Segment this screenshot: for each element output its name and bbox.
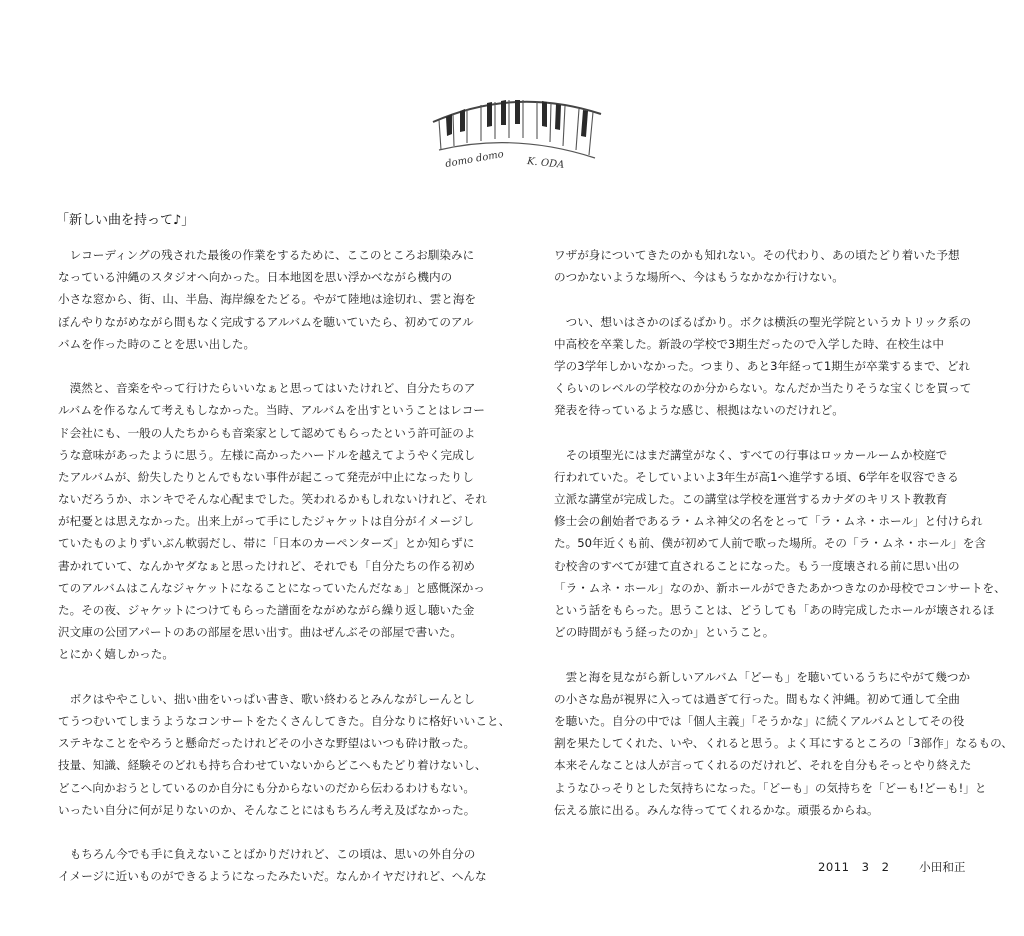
logo-text-left: domo domo [444, 148, 505, 171]
text-line: どこへ向かおうとしているのか自分にも分からないのだから伝わるわけもない。 [58, 780, 475, 795]
text-line: 伝える旅に出る。みんな待っててくれるかな。頑張るからね。 [554, 802, 879, 817]
text-line: 発表を待っているような感じ、根拠はないのだけれど。 [554, 403, 844, 418]
text-line: どの時間がもう経ったのか」ということ。 [554, 625, 775, 640]
text-line: レコーディングの残された最後の作業をするために、ここのところお馴染みに [58, 248, 475, 262]
text-line: つい、想いはさかのぼるばかり。ボクは横浜の聖光学院というカトリック系の [554, 314, 971, 329]
text-line: の小さな島が視界に入っては過ぎて行った。間もなく沖縄。初めて通して全曲 [554, 691, 960, 706]
text-line: 技量、知識、経験そのどれも持ち合わせていないからどこへもたどり着けないし、 [58, 758, 487, 773]
text-line: 雲と海を見ながら新しいアルバム「どーも」を聴いているうちにやがて幾つか [554, 669, 971, 684]
text-line: ルバムを作るなんて考えもしなかった。当時、アルバムを出すということはレコー [58, 403, 485, 418]
text-line: くらいのレベルの学校なのか分からない。なんだか当たりそうな宝くじを買って [554, 381, 972, 396]
paragraph [58, 843, 487, 887]
text-line: その頃聖光にはまだ講堂がなく、すべての行事はロッカールームか校庭で [554, 447, 948, 462]
text-line: た。その夜、ジャケットにつけてもらった譜面をながめながら繰り返し聴いた金 [58, 603, 475, 617]
paragraph [554, 444, 1006, 644]
text-line: ボクはややこしい、拙い曲をいっぱい書き、歌い終わるとみんながしーんとし [58, 691, 475, 706]
text-line: を聴いた。自分の中では「個人主義」「そうかな」に続くアルバムとしてその役 [554, 713, 965, 728]
signature-author: 小田和正 [919, 860, 966, 874]
text-line: 漠然と、音楽をやって行けたらいいなぁと思ってはいたけれど、自分たちのア [58, 381, 476, 396]
text-line: のつかないような場所へ、今はもうなかなか行けない。 [554, 270, 844, 285]
text-line: もちろん今でも手に負えないことばかりだけれど、この頃は、思いの外自分の [58, 847, 476, 862]
text-line: ぼんやりながめながら間もなく完成するアルバムを聴いていたら、初めてのアル [58, 314, 474, 329]
signature-date: 2011 3 2 [818, 860, 890, 874]
piano-keys-logo [425, 92, 611, 180]
paragraph [554, 244, 974, 288]
paragraph [554, 666, 1013, 821]
text-line: とにかく嬉しかった。 [58, 647, 174, 662]
text-line: 書かれていて、なんかヤダなぁと思ったけれど、それでも「自分たちの作る初め [58, 558, 476, 573]
text-line: バムを作った時のことを思い出した。 [58, 336, 256, 351]
text-line: 小さな窓から、街、山、半島、海岸線をたどる。やがて陸地は途切れ、雲と海を [58, 292, 477, 307]
text-line: たアルバムが、紛失したりとんでもない事件が起こって発売が中止になったりし [58, 469, 474, 484]
text-line: ないだろうか、ホンキでそんな心配までした。笑われるかもしれないけれど、それ [58, 492, 487, 507]
text-line: 学の3学年しかいなかった。つまり、あと3年経って1期生が卒業するまで、どれ [554, 358, 971, 373]
essay-title: 「新しい曲を持って♪」 [56, 213, 195, 228]
text-line: という話をもらった。思うことは、どうしても「あの時完成したホールが壊されるほ [554, 603, 995, 617]
text-line: なっている沖縄のスタジオへ向かった。日本地図を思い浮かべながら機内の [58, 270, 453, 285]
text-line: 立派な講堂が完成した。この講堂は学校を運営するカナダのキリスト教教育 [554, 492, 948, 507]
text-line: 割を果たしてくれた、いや、くれると思う。よく耳にするところの「3部作」なるもの、 [554, 736, 1013, 751]
paragraph [58, 688, 511, 821]
text-line: ステキなことをやろうと懸命だったけれどその小さな野望はいつも砕け散った。 [58, 736, 476, 751]
text-line: 本来そんなことは人が言ってくれるのだけれど、それを自分もそっとやり終えた [554, 758, 972, 773]
left-column [58, 244, 511, 910]
text-line: 中高校を卒業した。新設の学校で3期生だったので入学した時、在校生は中 [554, 336, 944, 351]
text-line: 修士会の創始者であるラ・ムネ神父の名をとって「ラ・ムネ・ホール」と付けられ [554, 514, 983, 529]
right-column [554, 244, 1013, 843]
paragraph [58, 377, 487, 665]
signature [818, 858, 966, 876]
logo-text-right: K. ODA [526, 156, 565, 171]
text-line: てうつむいてしまうようなコンサートをたくさんしてきた。自分なりに格好いいこと、 [58, 713, 511, 728]
paragraph [58, 244, 477, 355]
text-line: ていたものよりずいぶん軟弱だし、帯に「日本のカーペンターズ」とか知らずに [58, 536, 475, 551]
text-line: ワザが身についてきたのかも知れない。その代わり、あの頃たどり着いた予想 [554, 248, 960, 262]
text-line: 沢文庫の公団アパートのあの部屋を思い出す。曲はぜんぶその部屋で書いた。 [58, 625, 462, 640]
text-line: うな意味があったように思う。左様に高かったハードルを越えてようやく完成し [58, 447, 476, 462]
text-line: 「ラ・ムネ・ホール」なのか、新ホールができたあかつきなのか母校でコンサートを、 [554, 580, 1006, 595]
text-line: ようなひっそりとした気持ちになった。「どーも」の気持ちを「どーも!どーも!」と [554, 780, 987, 795]
text-line: た。50年近くも前、僕が初めて人前で歌った場所。その「ラ・ムネ・ホール」を含 [554, 536, 986, 551]
text-line: が杞憂とは思えなかった。出来上がって手にしたジャケットは自分がイメージし [58, 514, 475, 529]
text-line: ド会社にも、一般の人たちからも音楽家として認めてもらったという許可証のよ [58, 425, 476, 440]
text-line: イメージに近いものができるようになったみたいだ。なんかイヤだけれど、へんな [58, 869, 487, 884]
text-line: む校舎のすべてが建て直されることになった。もう一度壊される前に思い出の [554, 558, 960, 573]
paragraph [554, 311, 974, 422]
text-line: いったい自分に何が足りないのか、そんなことにはもちろん考え及ばなかった。 [58, 802, 476, 817]
text-line: 行われていた。そしていよいよ3年生が高1へ進学する頃、6学年を収容できる [554, 469, 959, 484]
text-line: てのアルバムはこんなジャケットになることになっていたんだなぁ」と感慨深かっ [58, 580, 485, 595]
